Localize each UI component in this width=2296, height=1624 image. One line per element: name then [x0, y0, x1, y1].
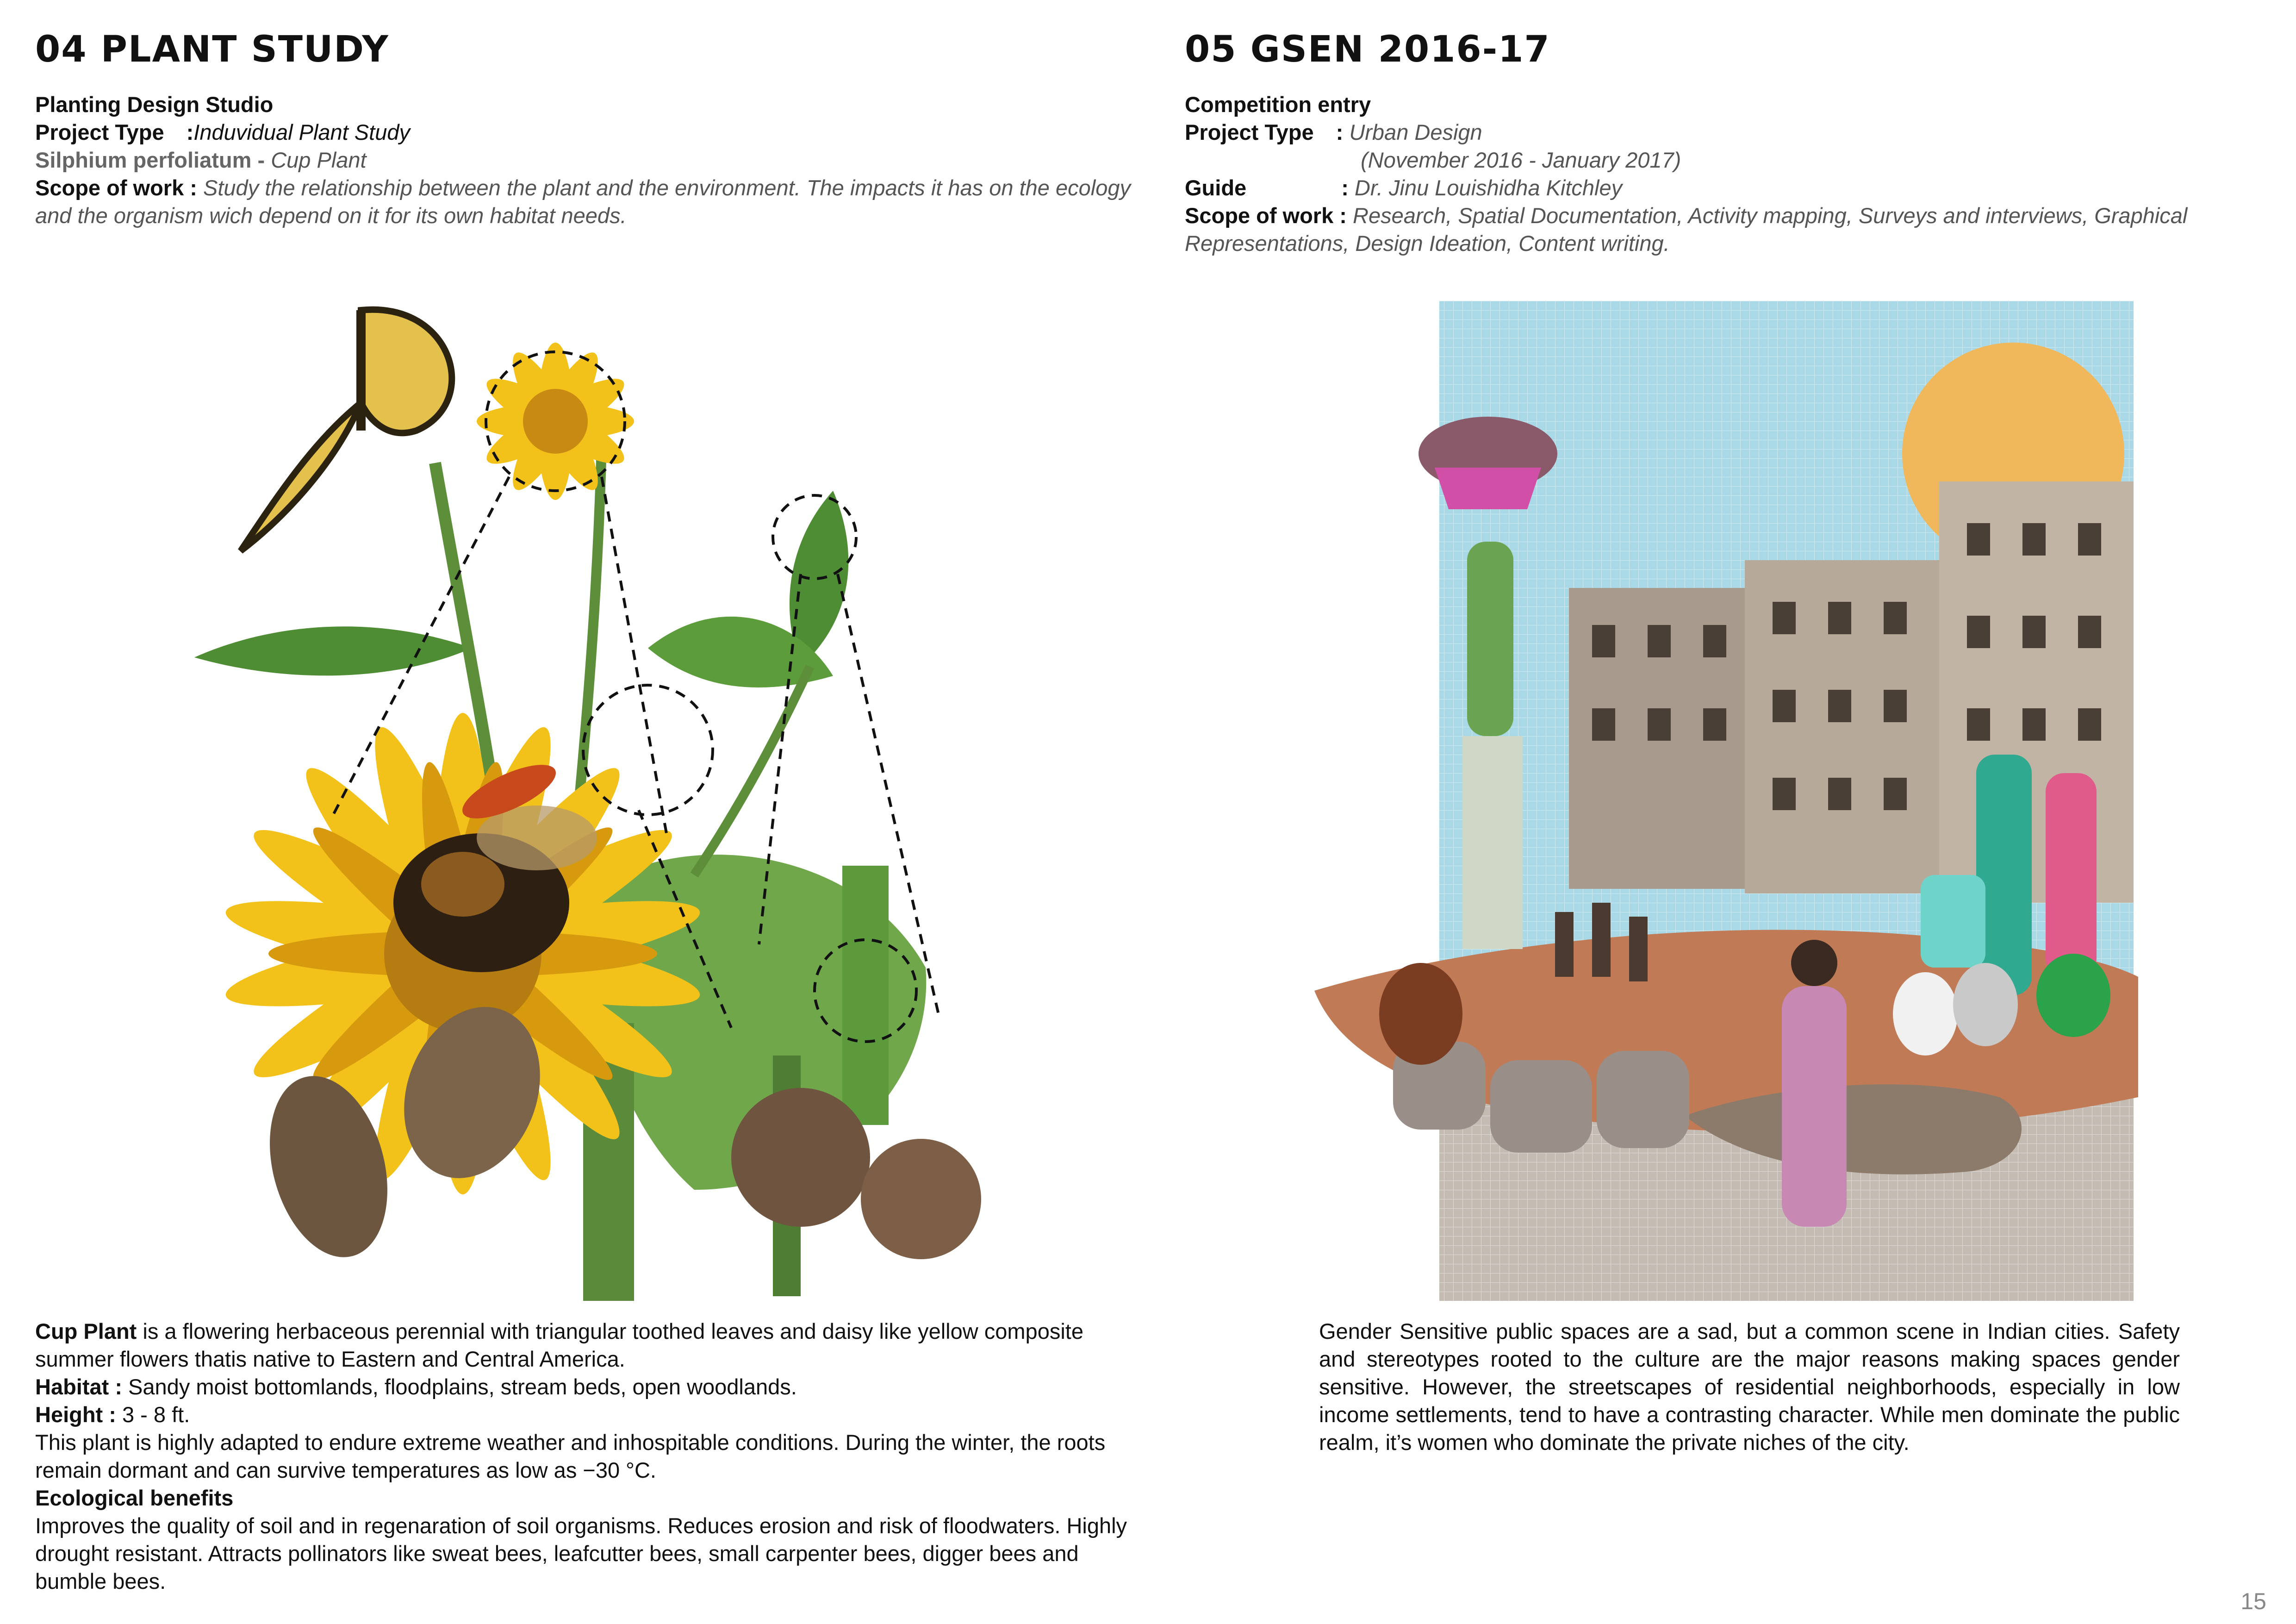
entry-type: Competition entry — [1185, 92, 1371, 117]
stem — [694, 667, 810, 875]
cow — [1379, 963, 1462, 1065]
guide-sep: : — [1341, 175, 1349, 200]
project-type-value: Urban Design — [1349, 120, 1482, 144]
scope-value: Research, Spatial Documentation, Activity mapping, Surveys and interviews, Graphical Representations, Design Ideation, Content writing. — [1185, 203, 2188, 256]
project-dates: (November 2016 - January 2017) — [1361, 148, 1681, 172]
scope-label: Scope of work : — [35, 175, 197, 200]
plant-study-title: 04 PLANT STUDY — [35, 29, 389, 70]
habitat-label: Habitat : — [35, 1374, 122, 1399]
plant-collage-image — [139, 296, 1041, 1305]
gsen-description — [1319, 1318, 2180, 1456]
intro-text: is a flowering herbaceous perennial with triangular toothed leaves and daisy like yellow composite summer flowers thatis native to Eastern and Central America. — [35, 1319, 1083, 1371]
ecological-benefits-text: Improves the quality of soil and in regenaration of soil organisms. Reduces erosion and risk of floodwaters. Highly drought resistant. Attracts pollinators like sweat bees, leafcutter bees, small carpenter bees, digger bees and bumble bees. — [35, 1513, 1127, 1593]
seed-pod — [251, 1063, 406, 1270]
butterfly — [241, 310, 452, 551]
gsen-meta — [1185, 91, 2268, 257]
ecological-benefits-heading: Ecological benefits — [35, 1486, 234, 1510]
plant-description — [35, 1318, 1146, 1595]
scope-label: Scope of work : — [1185, 203, 1347, 228]
habitat-text: Sandy moist bottomlands, floodplains, stream beds, open woodlands. — [122, 1374, 797, 1399]
leaf-shape — [194, 626, 472, 675]
guide-value: Dr. Jinu Louishidha Kitchley — [1354, 175, 1623, 200]
dried-flower-head — [861, 1139, 981, 1259]
project-type-sep: : — [1336, 120, 1344, 144]
height-text: 3 - 8 ft. — [116, 1402, 190, 1427]
species-common: Cup Plant — [271, 148, 367, 172]
intro-term: Cup Plant — [35, 1319, 137, 1343]
dried-flower-head — [731, 1088, 870, 1227]
gsen-title: 05 GSEN 2016-17 — [1185, 29, 1550, 70]
top-flower — [477, 343, 634, 500]
adaptation-text: This plant is highly adapted to endure extreme weather and inhospitable conditions. During the winter, the roots remain dormant and can survive temperatures as low as −30 °C. — [35, 1430, 1106, 1482]
page-number: 15 — [2240, 1588, 2266, 1614]
urban-collage-image — [1314, 301, 2138, 1301]
studio-name: Planting Design Studio — [35, 92, 274, 117]
species-label: Silphium perfoliatum - — [35, 148, 265, 172]
project-type-label: Project Type — [35, 120, 164, 144]
stem-closeup — [842, 866, 889, 1125]
guide-label: Guide — [1185, 175, 1247, 200]
scope-value: Study the relationship between the plant and the environment. The impacts it has on the ecology and the organism wich depend on it for its own habitat needs. — [35, 175, 1131, 228]
project-type-sep: : — [186, 120, 194, 144]
height-label: Height : — [35, 1402, 116, 1427]
project-type-label: Project Type — [1185, 120, 1314, 144]
project-type-value: Induvidual Plant Study — [193, 120, 410, 144]
gsen-description-text: Gender Sensitive public spaces are a sad, but a common scene in Indian cities. Safety and stereotypes rooted to the culture are the major reasons making spaces gender sensitive. However, the streetscapes of residential neighborhoods, especially in low income settlements, tend to have a contrasting character. While men dominate the public realm, it’s women who dominate the private niches of the city. — [1319, 1319, 2180, 1455]
plant-study-meta — [35, 91, 1146, 230]
